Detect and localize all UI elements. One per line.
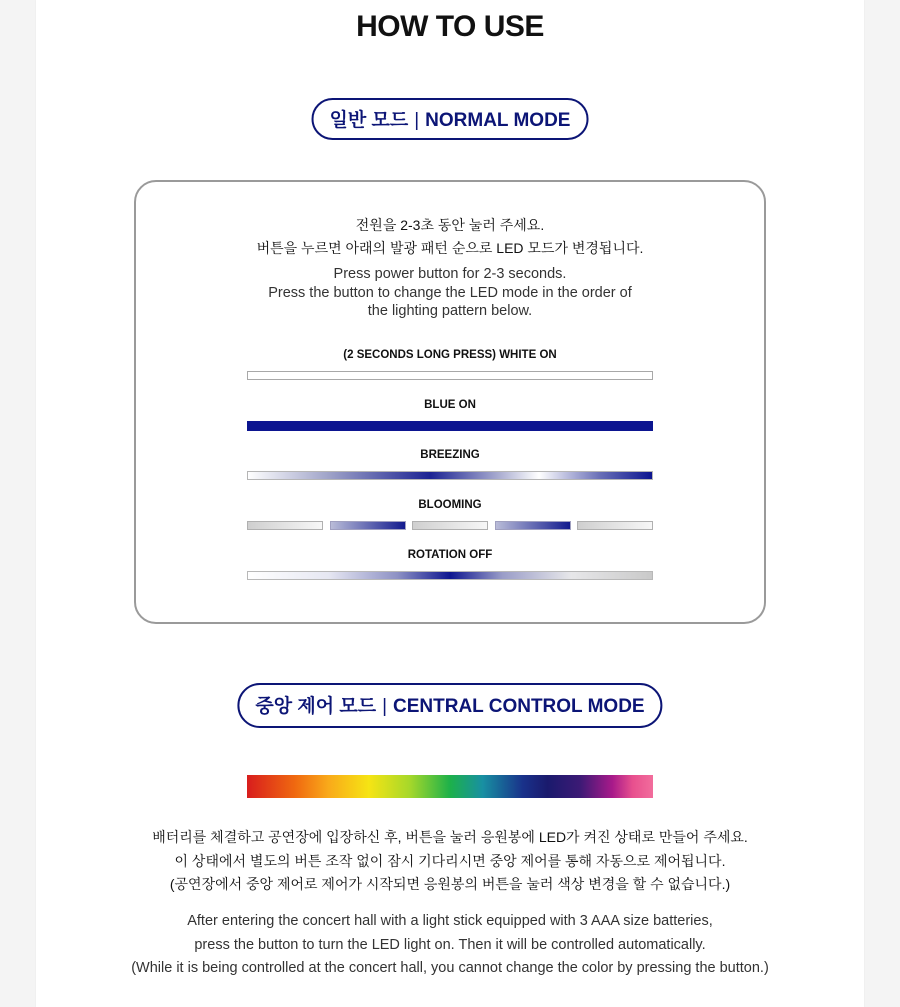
instruction-line: press the button to turn the LED light on. Then it will be controlled automatically.	[194, 936, 706, 953]
instruction-line: 이 상태에서 별도의 버튼 조작 없이 잠시 기다리시면 중앙 제어를 통해 자동으로 제어됩니다.	[174, 852, 726, 869]
pattern-bar-blue-on	[247, 421, 653, 431]
normal-mode-card	[134, 180, 766, 624]
instruction-line: 전원을 2-3초 동안 눌러 주세요.	[355, 217, 545, 233]
central-mode-label-en: CENTRAL CONTROL MODE	[393, 696, 645, 717]
page-title: HOW TO USE	[356, 10, 544, 43]
blooming-segment	[330, 521, 406, 530]
pattern-bar-rotation-off	[247, 571, 653, 580]
central-control-color-bar	[247, 775, 653, 798]
pattern-label-rotation-off: ROTATION OFF	[407, 549, 493, 561]
blooming-segment	[412, 521, 488, 530]
instruction-line: Press the button to change the LED mode in the order of	[268, 284, 632, 301]
central-mode-heading	[237, 683, 662, 728]
instruction-line: (While it is being controlled at the concert hall, you cannot change the color by pressing the button.)	[131, 960, 769, 976]
instruction-line: Press power button for 2-3 seconds.	[333, 266, 567, 282]
normal-mode-label-en: NORMAL MODE	[425, 110, 571, 131]
heading-separator: |	[382, 696, 388, 717]
normal-mode-instructions-en	[136, 265, 764, 321]
instruction-line: 배터리를 체결하고 공연장에 입장하신 후, 버튼을 눌러 응원봉에 LED가 켜진 상태로 만들어 주세요.	[152, 829, 748, 845]
central-mode-label-ko: 중앙 제어 모드	[255, 696, 377, 717]
pattern-label-breezing: BREEZING	[420, 449, 480, 461]
pattern-bar-white-on	[247, 371, 653, 380]
normal-mode-instructions-ko	[136, 214, 764, 260]
heading-separator: |	[414, 110, 420, 131]
normal-mode-label-ko: 일반 모드	[329, 110, 409, 131]
instruction-line: 버튼을 누르면 아래의 발광 패턴 순으로 LED 모드가 변경됩니다.	[256, 240, 644, 256]
how-to-use-page	[36, 0, 864, 1007]
blooming-segment	[577, 521, 653, 530]
pattern-label-blue-on: BLUE ON	[424, 399, 476, 411]
instruction-line: (공연장에서 중앙 제어로 제어가 시작되면 응원봉의 버튼을 눌러 색상 변경을 할 수 없습니다.)	[169, 876, 731, 892]
central-mode-instructions-ko	[36, 826, 864, 897]
instruction-line: After entering the concert hall with a light stick equipped with 3 AAA size batteries,	[187, 913, 713, 929]
pattern-label-blooming: BLOOMING	[418, 499, 482, 511]
blooming-segment	[495, 521, 571, 530]
pattern-label-white-on: (2 SECONDS LONG PRESS) WHITE ON	[343, 349, 557, 361]
central-mode-instructions-en	[36, 910, 864, 981]
normal-mode-heading	[312, 98, 589, 140]
blooming-segment	[247, 521, 323, 530]
pattern-bar-breezing	[247, 471, 653, 480]
instruction-line: the lighting pattern below.	[367, 303, 533, 319]
